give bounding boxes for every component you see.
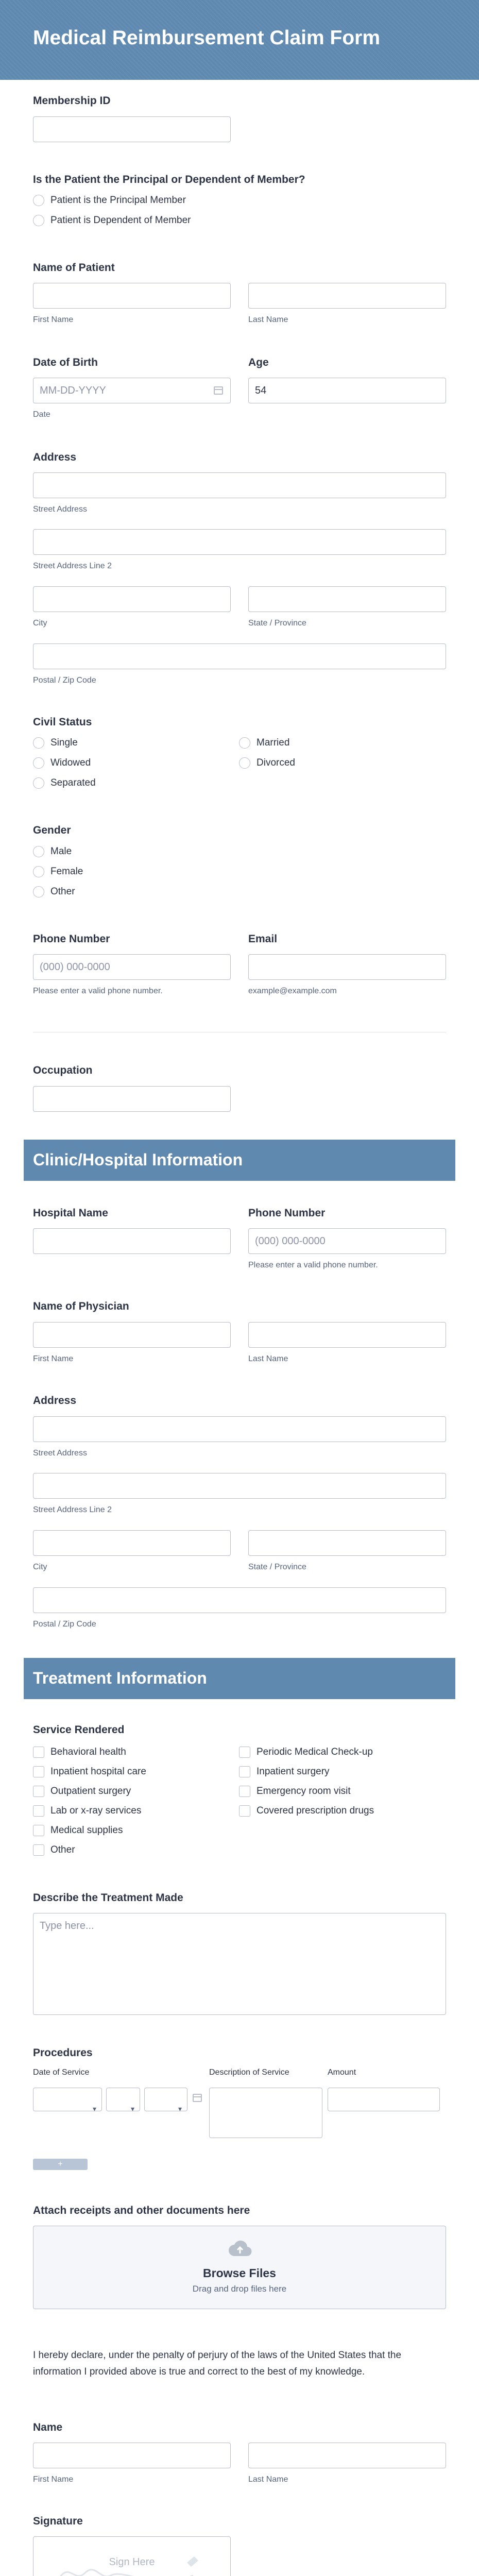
- physician-first-name-input[interactable]: [33, 1322, 231, 1348]
- sign-here-text: Sign Here: [109, 2556, 155, 2568]
- service-other[interactable]: Other: [33, 1844, 75, 1856]
- email-label: Email: [248, 933, 278, 945]
- form-title: Medical Reimbursement Claim Form: [33, 27, 381, 49]
- email-sublabel: example@example.com: [248, 987, 337, 995]
- dob-sublabel: Date: [33, 410, 50, 419]
- patient-name-label: Name of Patient: [33, 262, 115, 274]
- last-name-sublabel: Last Name: [248, 2475, 288, 2484]
- treatment-label: Describe the Treatment Made: [33, 1892, 183, 1904]
- email-input[interactable]: [248, 954, 446, 980]
- checkbox-icon[interactable]: [239, 1747, 250, 1758]
- radio-icon[interactable]: [239, 737, 250, 749]
- civil-single-option[interactable]: Single: [33, 737, 78, 749]
- civil-married-option[interactable]: Married: [239, 737, 289, 749]
- gender-female-option[interactable]: Female: [33, 866, 83, 877]
- city-sublabel: City: [33, 619, 47, 628]
- patient-first-name-input[interactable]: [33, 283, 231, 309]
- patient-last-name-sublabel: Last Name: [248, 315, 288, 324]
- day-select[interactable]: [106, 2088, 140, 2111]
- service-emergency-room[interactable]: Emergency room visit: [239, 1786, 351, 1797]
- civil-status-label: Civil Status: [33, 716, 92, 728]
- clinic-city-input[interactable]: [33, 1530, 231, 1556]
- first-name-input[interactable]: [33, 2443, 231, 2468]
- checkbox-icon[interactable]: [33, 1805, 44, 1817]
- radio-icon[interactable]: [33, 757, 44, 769]
- state-sublabel: State / Province: [248, 619, 306, 628]
- radio-icon[interactable]: [33, 846, 44, 857]
- clinic-state-sublabel: State / Province: [248, 1563, 306, 1571]
- treatment-textarea[interactable]: Type here...: [33, 1913, 446, 2015]
- clinic-street-2-sublabel: Street Address Line 2: [33, 1505, 112, 1514]
- clinic-postal-input[interactable]: [33, 1587, 446, 1613]
- membership-label: Membership ID: [33, 95, 111, 107]
- name-label: Name: [33, 2421, 63, 2433]
- clinic-street-2-input[interactable]: [33, 1473, 446, 1499]
- clinic-address-label: Address: [33, 1395, 77, 1406]
- membership-input[interactable]: [33, 116, 231, 142]
- description-textarea[interactable]: [209, 2088, 322, 2138]
- clinic-street-sublabel: Street Address: [33, 1449, 87, 1458]
- col-amount-header: Amount: [328, 2068, 356, 2077]
- phone-sublabel: Please enter a valid phone number.: [33, 987, 163, 995]
- first-name-sublabel: First Name: [33, 2475, 74, 2484]
- checkbox-icon[interactable]: [239, 1766, 250, 1777]
- chevron-down-icon: ▾: [130, 2105, 134, 2113]
- street-address-2-sublabel: Street Address Line 2: [33, 562, 112, 570]
- gender-male-option[interactable]: Male: [33, 846, 72, 857]
- patient-last-name-input[interactable]: [248, 283, 446, 309]
- patient-principal-option[interactable]: Patient is the Principal Member: [33, 195, 186, 206]
- clinic-city-sublabel: City: [33, 1563, 47, 1571]
- address-label: Address: [33, 451, 77, 463]
- postal-input[interactable]: [33, 643, 446, 669]
- patient-first-name-sublabel: First Name: [33, 315, 74, 324]
- year-select[interactable]: [144, 2088, 187, 2111]
- checkbox-icon[interactable]: [33, 1786, 44, 1797]
- street-address-input[interactable]: [33, 472, 446, 498]
- radio-icon[interactable]: [33, 215, 44, 226]
- street-address-2-input[interactable]: [33, 529, 446, 555]
- dob-label: Date of Birth: [33, 357, 98, 368]
- street-address-sublabel: Street Address: [33, 505, 87, 514]
- col-description-header: Description of Service: [209, 2068, 289, 2077]
- amount-input[interactable]: [328, 2088, 440, 2111]
- browse-files-text[interactable]: Browse Files: [203, 2266, 276, 2280]
- col-date-header: Date of Service: [33, 2068, 90, 2077]
- calendar-icon-glyph: [193, 2094, 202, 2102]
- chevron-down-icon: ▾: [178, 2105, 182, 2113]
- radio-icon[interactable]: [33, 886, 44, 897]
- gender-other-option[interactable]: Other: [33, 886, 75, 897]
- file-drop-zone[interactable]: [33, 2226, 446, 2309]
- service-periodic-checkup[interactable]: Periodic Medical Check-up: [239, 1747, 373, 1758]
- dob-input[interactable]: MM-DD-YYYY: [33, 378, 231, 403]
- physician-last-name-sublabel: Last Name: [248, 1354, 288, 1363]
- state-input[interactable]: [248, 586, 446, 612]
- treatment-section-header: Treatment Information: [24, 1658, 455, 1699]
- radio-icon[interactable]: [33, 195, 44, 206]
- physician-last-name-input[interactable]: [248, 1322, 446, 1348]
- hospital-input[interactable]: [33, 1228, 231, 1254]
- checkbox-icon[interactable]: [33, 1844, 44, 1856]
- clinic-section-header: Clinic/Hospital Information: [24, 1140, 455, 1181]
- checkbox-icon[interactable]: [33, 1766, 44, 1777]
- calendar-icon[interactable]: [192, 2094, 202, 2104]
- last-name-input[interactable]: [248, 2443, 446, 2468]
- radio-icon[interactable]: [33, 866, 44, 877]
- physician-first-name-sublabel: First Name: [33, 1354, 74, 1363]
- occupation-input[interactable]: [33, 1086, 231, 1112]
- service-behavioral-health[interactable]: Behavioral health: [33, 1747, 126, 1758]
- radio-icon[interactable]: [239, 757, 250, 769]
- age-input[interactable]: 54: [248, 378, 446, 403]
- civil-widowed-option[interactable]: Widowed: [33, 757, 91, 769]
- cloud-upload-icon: [228, 2240, 252, 2257]
- checkbox-icon[interactable]: [33, 1747, 44, 1758]
- month-select[interactable]: [33, 2088, 102, 2111]
- clinic-state-input[interactable]: [248, 1530, 446, 1556]
- services-label: Service Rendered: [33, 1724, 125, 1736]
- radio-icon[interactable]: [33, 737, 44, 749]
- patient-dependent-option[interactable]: Patient is Dependent of Member: [33, 215, 191, 226]
- checkbox-icon[interactable]: [239, 1786, 250, 1797]
- civil-separated-option[interactable]: Separated: [33, 777, 96, 789]
- service-lab-xray[interactable]: Lab or x-ray services: [33, 1805, 141, 1817]
- chevron-down-icon: ▾: [92, 2105, 96, 2113]
- age-label: Age: [248, 357, 269, 368]
- physician-label: Name of Physician: [33, 1300, 129, 1312]
- hospital-phone-label: Phone Number: [248, 1207, 326, 1219]
- hospital-label: Hospital Name: [33, 1207, 108, 1219]
- postal-sublabel: Postal / Zip Code: [33, 676, 96, 685]
- phone-input[interactable]: (000) 000-0000: [33, 954, 231, 980]
- service-outpatient-surgery[interactable]: Outpatient surgery: [33, 1786, 131, 1797]
- occupation-label: Occupation: [33, 1064, 93, 1076]
- clinic-street-input[interactable]: [33, 1416, 446, 1442]
- hospital-phone-input[interactable]: (000) 000-0000: [248, 1228, 446, 1254]
- civil-divorced-option[interactable]: Divorced: [239, 757, 295, 769]
- drag-drop-text: Drag and drop files here: [192, 2284, 287, 2294]
- declaration-text: I hereby declare, under the penalty of perjury of the laws of the United States that the information I provided above is true and correct to the best of my knowledge.: [33, 2350, 402, 2377]
- add-row-button[interactable]: +: [33, 2159, 88, 2170]
- signature-label: Signature: [33, 2515, 83, 2527]
- calendar-icon[interactable]: [214, 386, 223, 395]
- clinic-postal-sublabel: Postal / Zip Code: [33, 1620, 96, 1629]
- hospital-phone-sublabel: Please enter a valid phone number.: [248, 1261, 378, 1269]
- attach-label: Attach receipts and other documents here: [33, 2205, 250, 2216]
- phone-label: Phone Number: [33, 933, 110, 945]
- service-inpatient-hospital-care[interactable]: Inpatient hospital care: [33, 1766, 146, 1777]
- patient-type-question: Is the Patient the Principal or Dependent of Member?: [33, 174, 305, 185]
- service-prescription-drugs[interactable]: Covered prescription drugs: [239, 1805, 374, 1817]
- checkbox-icon[interactable]: [33, 1825, 44, 1836]
- gender-label: Gender: [33, 824, 71, 836]
- service-medical-supplies[interactable]: Medical supplies: [33, 1825, 123, 1836]
- city-input[interactable]: [33, 586, 231, 612]
- service-inpatient-surgery[interactable]: Inpatient surgery: [239, 1766, 330, 1777]
- procedures-label: Procedures: [33, 2047, 93, 2059]
- checkbox-icon[interactable]: [239, 1805, 250, 1817]
- radio-icon[interactable]: [33, 777, 44, 789]
- signature-pad[interactable]: [33, 2536, 231, 2576]
